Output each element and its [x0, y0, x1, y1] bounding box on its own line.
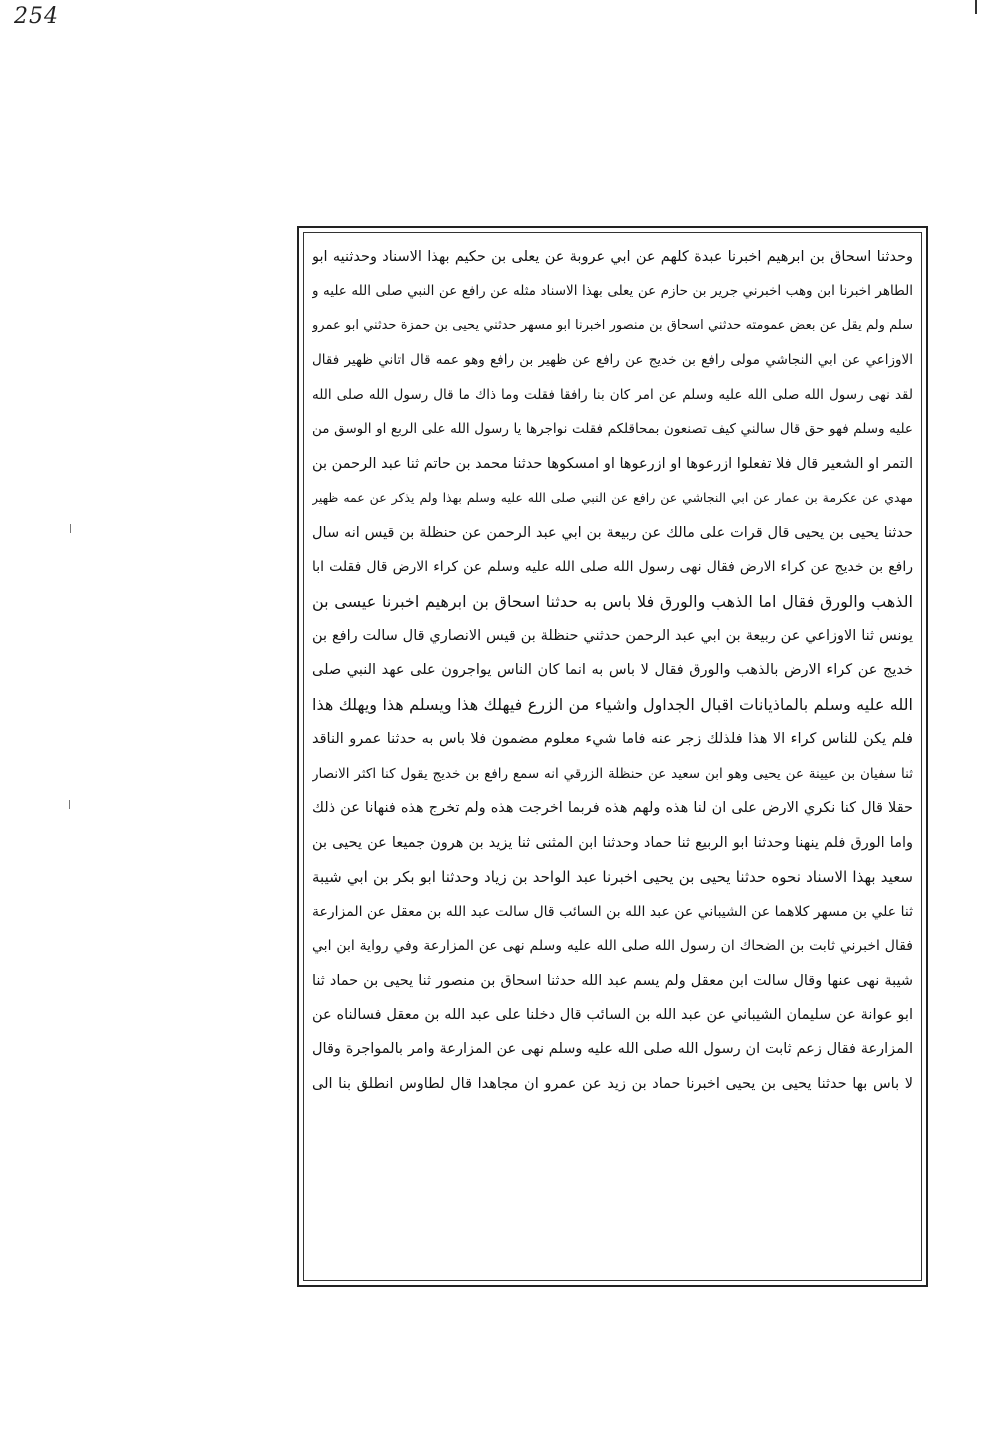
text-line: سعيد بهذا الاسناد نحوه حدثنا يحيى بن يحيى اخبرنا عبد الواحد بن زياد وحدثنا ابو بكر بن ابي شيبة: [312, 868, 913, 887]
text-line: لقد نهى رسول الله صلى الله عليه وسلم عن امر كان بنا رافقا فقلت وما ذاك ما قال رسول الله صلى الله: [312, 386, 913, 403]
text-line: الطاهر اخبرنا ابن وهب اخبرني جرير بن حازم عن يعلى بهذا الاسناد مثله عن رافع عن النبي صلى الله عليه و: [312, 283, 913, 300]
text-line: سلم ولم يقل عن بعض عمومته حدثني اسحاق بن منصور اخبرنا ابو مسهر حدثني يحيى بن حمزة حدثني ابو عمرو: [312, 317, 913, 333]
text-line: يونس ثنا الاوزاعي عن ربيعة بن ابي عبد الرحمن حدثني حنظلة بن قيس الانصاري قال سالت رافع بن: [312, 627, 913, 644]
text-line: شيبة نهى عنها وقال سالت ابن معقل ولم يسم عبد الله حدثنا اسحاق بن منصور ثنا يحيى بن حماد ثنا: [312, 972, 913, 989]
text-line: ابو عوانة عن سليمان الشيباني عن عبد الله بن السائب قال دخلنا على عبد الله بن معقل فسالناه عن: [312, 1006, 913, 1023]
text-line: وحدثنا اسحاق بن ابرهيم اخبرنا عبدة كلهم عن ابي عروبة عن يعلى بن حكيم بهذا الاسناد وحدثنيه ابو: [312, 249, 913, 265]
text-line: ثنا سفيان بن عيينة عن يحيى وهو ابن سعيد عن حنظلة الزرقي انه سمع رافع بن خديج يقول كنا اكثر الانصار: [312, 765, 913, 782]
margin-tick-mark: [70, 524, 71, 533]
text-line: الاوزاعي عن ابي النجاشي مولى رافع بن خديج عن رافع عن ظهير بن رافع وهو عمه قال اتاني ظهير فقال: [312, 352, 913, 369]
text-line: حقلا قال كنا نكري الارض على ان لنا هذه ولهم هذه فربما اخرجت هذه ولم تخرج هذه فنهانا عن ذلك: [312, 800, 913, 817]
text-line: ثنا علي بن مسهر كلاهما عن الشيباني عن عبد الله بن السائب قال سالت عبد الله بن معقل عن المزارعة: [312, 903, 913, 920]
manuscript-text-block: [312, 240, 913, 1274]
text-line: لا باس بها حدثنا يحيى بن يحيى اخبرنا حماد بن زيد عن عمرو ان مجاهدا قال لطاوس انطلق بنا الى: [312, 1075, 913, 1092]
text-line: عليه وسلم فهو حق قال سالني كيف تصنعون بمحاقلكم فقلت نواجرها يا رسول الله على الربع او الوسق من: [312, 421, 913, 438]
text-line: التمر او الشعير قال فلا تفعلوا ازرعوها او ازرعوها او امسكوها حدثنا محمد بن حاتم ثنا عبد الرحمن بن: [312, 455, 913, 472]
text-line: خديج عن كراء الارض بالذهب والورق فقال لا باس به انما كان الناس يواجرون على عهد النبي صلى: [312, 662, 913, 679]
text-line: واما الورق فلم ينهنا وحدثنا ابو الربيع ثنا حماد وحدثنا ابن المثنى ثنا يزيد بن هرون جميعا عن يحيى بن: [312, 834, 913, 851]
text-line: الذهب والورق فقال اما الذهب والورق فلا باس به حدثنا اسحاق بن ابرهيم اخبرنا عيسى بن: [312, 591, 913, 611]
binding-edge-mark: [975, 0, 977, 14]
text-line: فلم يكن للناس كراء الا هذا فلذلك زجر عنه فاما شيء معلوم مضمون فلا باس به حدثنا عمرو الناقد: [312, 731, 913, 748]
page-number: 254: [14, 4, 59, 29]
text-line: المزارعة فقال زعم ثابت ان رسول الله صلى الله عليه وسلم نهى عن المزارعة وامر بالمواجرة وقال: [312, 1041, 913, 1058]
text-line: رافع بن خديج عن كراء الارض فقال نهى رسول الله صلى الله عليه وسلم عن كراء الارض قال فقلت ابا: [312, 559, 913, 576]
text-line: الله عليه وسلم بالماذيانات اقبال الجداول واشياء من الزرع فيهلك هذا ويسلم هذا ويهلك هذا: [312, 694, 913, 714]
text-line: مهدي عن عكرمة بن عمار عن ابي النجاشي عن رافع عن النبي صلى الله عليه وسلم بهذا ولم يذكر عن عمه ظهير: [312, 490, 913, 506]
margin-tick-mark: [69, 800, 70, 809]
text-line: فقال اخبرني ثابت بن الضحاك ان رسول الله صلى الله عليه وسلم نهى عن المزارعة وفي رواية ابن ابي: [312, 938, 913, 955]
text-line: حدثنا يحيى بن يحيى قال قرات على مالك عن ربيعة بن ابي عبد الرحمن عن حنظلة بن قيس انه سال: [312, 524, 913, 541]
